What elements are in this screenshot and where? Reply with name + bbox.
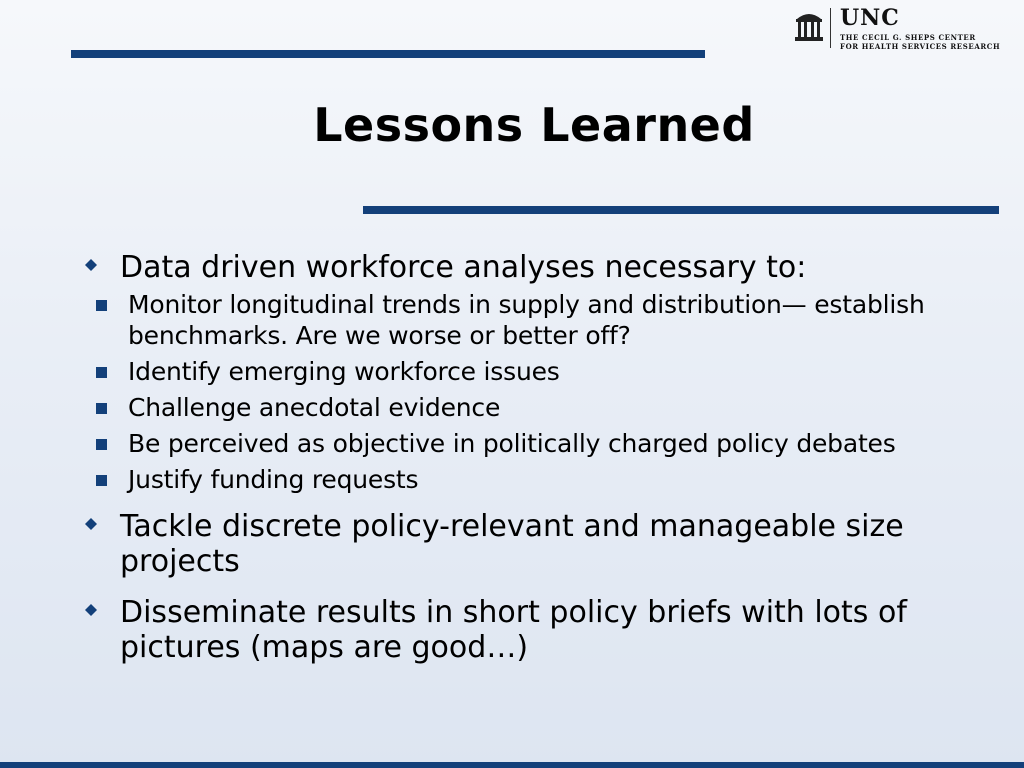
sub-bullet-item: [95, 289, 943, 351]
bullet-item: [83, 250, 943, 285]
sub-bullet-item: [95, 392, 943, 423]
logo-divider: [830, 8, 831, 48]
sub-bullet-item: [95, 356, 943, 387]
diamond-bullet-icon: [85, 259, 97, 271]
sub-bullet-list: [95, 289, 943, 495]
bottom-divider-bar: [0, 762, 1024, 768]
sub-bullet-text: Monitor longitudinal trends in supply and distribution— establish benchmarks. Are we worse or better off?: [128, 290, 925, 350]
old-well-icon: [794, 8, 824, 42]
slide-title: Lessons Learned: [313, 98, 755, 152]
square-bullet-icon: [96, 475, 107, 486]
square-bullet-icon: [96, 367, 107, 378]
bullet-list: [83, 250, 943, 665]
sub-bullet-text: Be perceived as objective in politically charged policy debates: [128, 429, 896, 458]
sub-bullet-text: Identify emerging workforce issues: [128, 357, 560, 386]
bullet-item: [83, 595, 943, 665]
bullet-text: Tackle discrete policy-relevant and manageable size projects: [120, 509, 904, 579]
sub-bullet-text: Challenge anecdotal evidence: [128, 393, 501, 422]
logo-subtitle-line-2: FOR HEALTH SERVICES RESEARCH: [840, 42, 1001, 51]
top-divider-bar: [71, 50, 705, 58]
square-bullet-icon: [96, 300, 107, 311]
sub-bullet-text: Justify funding requests: [128, 465, 419, 494]
bullet-text: Disseminate results in short policy briefs with lots of pictures (maps are good…): [120, 595, 907, 665]
square-bullet-icon: [96, 439, 107, 450]
square-bullet-icon: [96, 403, 107, 414]
diamond-bullet-icon: [85, 604, 97, 616]
bullet-text: Data driven workforce analyses necessary to:: [120, 250, 807, 285]
unc-sheps-logo: [794, 5, 1020, 51]
title-underline-bar: [363, 206, 999, 214]
logo-subtitle-line-1: THE CECIL G. SHEPS CENTER: [840, 33, 976, 42]
sub-bullet-item: [95, 464, 943, 495]
sub-bullet-item: [95, 428, 943, 459]
diamond-bullet-icon: [85, 518, 97, 530]
logo-name: UNC: [840, 5, 900, 31]
bullet-item: [83, 509, 943, 579]
